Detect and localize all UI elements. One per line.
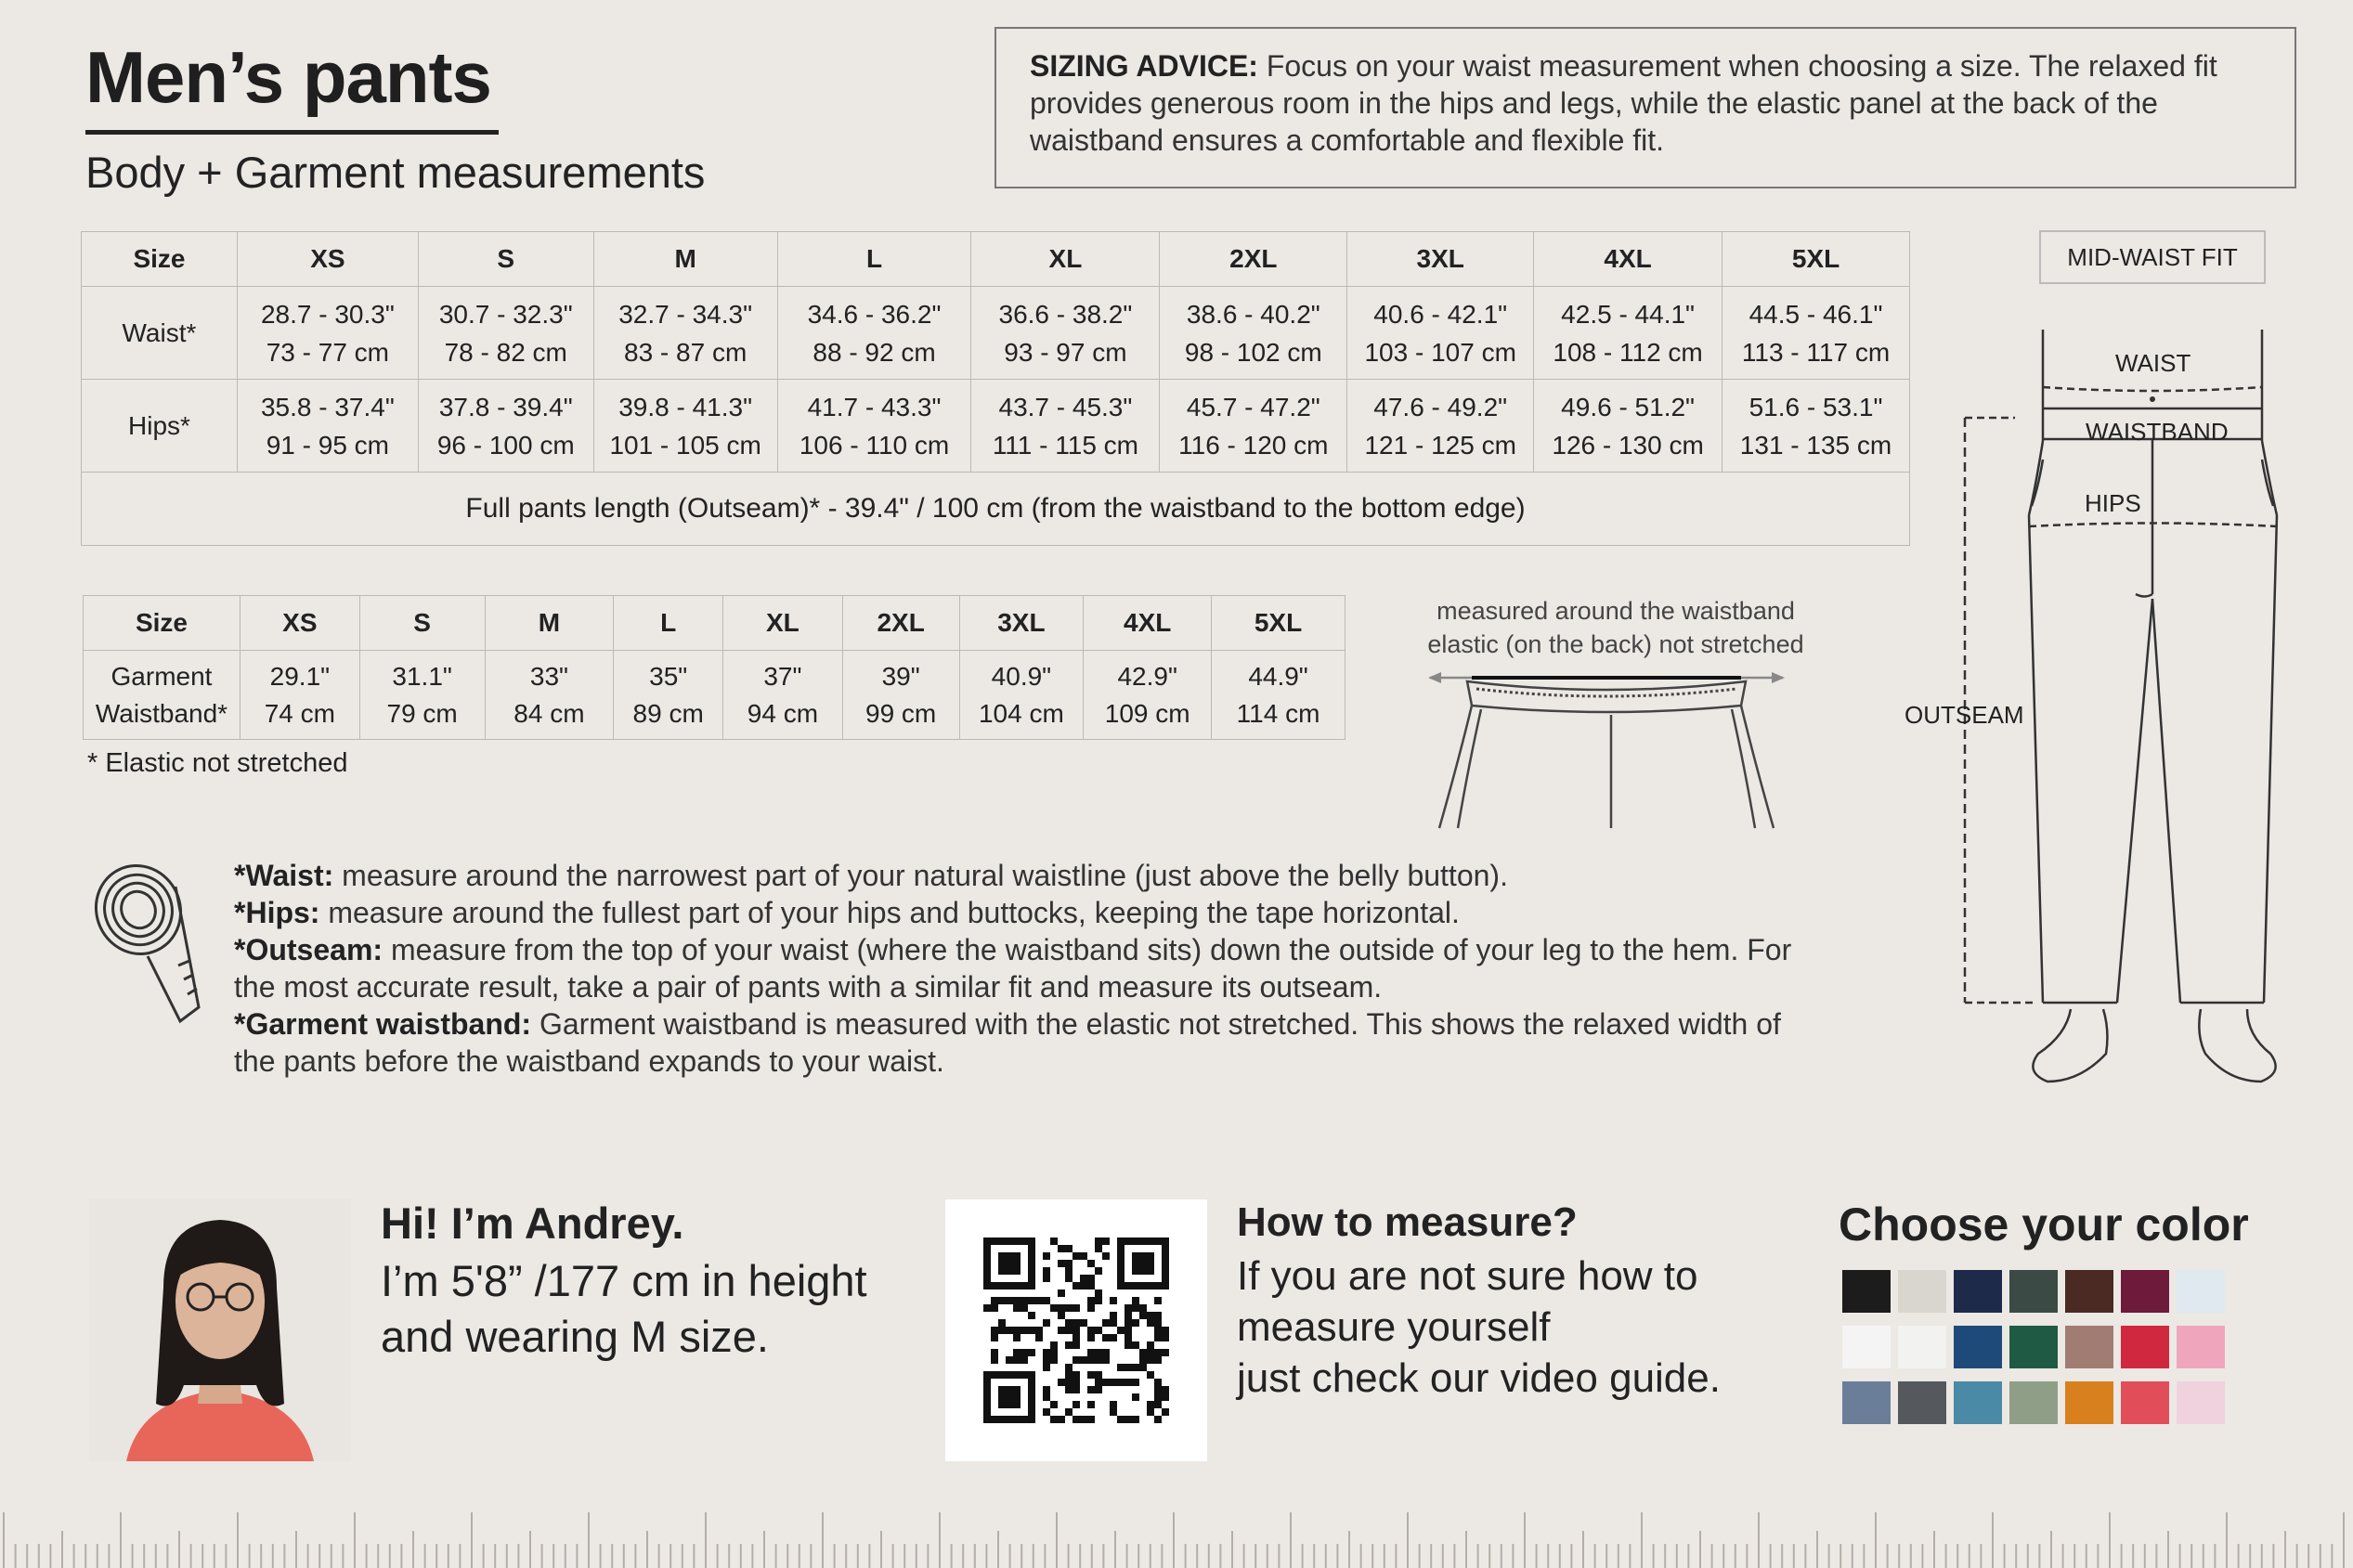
ruler-decoration [0,1490,2353,1568]
table-cell [1084,651,1212,740]
value-inches: 30.7 - 32.3" [438,299,573,329]
waistband-label: WAISTBAND [2086,418,2229,446]
table-cell [777,380,971,473]
color-swatch[interactable] [1898,1326,1946,1368]
footnote: * Elastic not stretched [87,748,348,778]
model-size: and wearing M size. [381,1312,769,1361]
value-cm: 94 cm [747,698,819,728]
note-waist [234,857,1794,894]
value-inches: 36.6 - 38.2" [998,299,1133,329]
table-header-row [82,232,1910,287]
note-term: *Garment waistband: [234,1007,532,1041]
color-swatch[interactable] [2009,1270,2058,1313]
note-text: measure around the fullest part of your hips and buttocks, keeping the tape horizontal. [319,896,1460,929]
color-swatch[interactable] [2065,1381,2113,1424]
table-cell [1534,380,1722,473]
size-header: 4XL [1084,596,1212,651]
value-cm: 131 - 135 cm [1739,430,1892,460]
value-cm: 91 - 95 cm [266,430,389,460]
value-inches: 37.8 - 39.4" [438,392,573,421]
table-cell [359,651,485,740]
value-cm: 113 - 117 cm [1741,337,1891,367]
qr-code[interactable] [945,1199,1207,1461]
qr-code-icon[interactable] [945,1199,1207,1461]
value-cm: 109 cm [1104,698,1190,728]
color-swatch[interactable] [1898,1270,1946,1313]
table-cell [614,651,723,740]
size-header: M [485,596,614,651]
note-text: measure from the top of your waist (where the waistband sits) down the outside of your leg to the hem. For the most accurate result, take a pair of pants with a similar fit and measure its outseam. [234,933,1792,1004]
value-cm: 79 cm [386,698,458,728]
table-cell [971,287,1160,380]
garment-waistband-table [83,595,1346,740]
note-term: *Outseam: [234,933,384,966]
value-cm: 84 cm [514,698,585,728]
color-swatch[interactable] [2177,1270,2225,1313]
note-outseam [234,931,1794,1005]
table-cell [237,287,418,380]
row-label [84,651,240,740]
value-cm: 104 cm [978,698,1064,728]
body-measurements-table [81,231,1910,546]
caption-line: measured around the waistband [1436,597,1795,625]
size-header: 4XL [1534,232,1722,287]
table-cell [1347,380,1534,473]
table-cell [959,651,1084,740]
color-swatch[interactable] [2121,1381,2169,1424]
value-inches: 44.9" [1248,661,1308,691]
value-cm: 99 cm [865,698,937,728]
page-title: Men’s pants [85,36,491,118]
color-swatch[interactable] [2177,1381,2225,1424]
caption-line: elastic (on the back) not stretched [1427,630,1804,658]
size-header: XL [723,596,843,651]
value-cm: 108 - 112 cm [1553,337,1703,367]
value-inches: 45.7 - 47.2" [1186,392,1320,421]
color-swatch[interactable] [2177,1326,2225,1368]
value-inches: 31.1" [392,661,452,691]
table-row [82,380,1910,473]
tape-measure-icon [87,859,213,1035]
value-inches: 43.7 - 45.3" [998,392,1133,421]
color-swatch[interactable] [2065,1326,2113,1368]
size-header: 3XL [1347,232,1534,287]
value-inches: 35.8 - 37.4" [260,392,395,421]
table-row [82,473,1910,546]
size-header: XS [237,232,418,287]
color-swatch[interactable] [1842,1326,1891,1368]
size-header: S [418,232,593,287]
table-cell [593,380,777,473]
size-header: L [777,232,971,287]
size-header: 2XL [1160,232,1347,287]
color-swatch[interactable] [2009,1381,2058,1424]
value-cm: 74 cm [264,698,335,728]
value-inches: 41.7 - 43.3" [807,392,942,421]
table-cell [1722,287,1910,380]
note-hips [234,894,1794,931]
value-inches: 33" [529,661,568,691]
value-cm: 98 - 102 cm [1184,337,1322,367]
model-height: I’m 5'8” /177 cm in height [381,1256,867,1305]
table-cell [418,380,593,473]
how-to-line: measure yourself [1237,1304,1551,1350]
value-cm: 106 - 110 cm [799,430,950,460]
size-header: M [593,232,777,287]
value-inches: 40.6 - 42.1" [1373,299,1508,329]
value-inches: 39" [881,661,920,691]
value-inches: 39.8 - 41.3" [618,392,753,421]
table-cell [723,651,843,740]
size-header: 3XL [959,596,1084,651]
value-inches: 37" [763,661,802,691]
table-row [82,287,1910,380]
table-cell [485,651,614,740]
value-cm: 114 cm [1236,698,1320,728]
outseam-label: OUTSEAM [1904,701,2024,729]
value-inches: 34.6 - 36.2" [807,299,942,329]
waistband-caption [1393,594,1839,661]
size-header: XS [240,596,359,651]
value-cm: 83 - 87 cm [624,337,748,367]
row-label: Hips* [82,380,238,473]
note-term: *Hips: [234,896,320,929]
model-photo [89,1199,351,1461]
table-cell [1347,287,1534,380]
note-term: *Waist: [234,859,334,892]
table-cell [971,380,1160,473]
value-cm: 96 - 100 cm [436,430,575,460]
value-inches: 38.6 - 40.2" [1186,299,1320,329]
value-cm: 73 - 77 cm [266,337,389,367]
measurement-notes [234,857,1794,1080]
table-cell [240,651,359,740]
size-header: 5XL [1722,232,1910,287]
color-swatch[interactable] [1842,1381,1891,1424]
table-header-row [84,596,1346,651]
size-header: 2XL [842,596,959,651]
table-cell [1160,287,1347,380]
color-swatch[interactable] [2065,1270,2113,1313]
color-swatch[interactable] [1954,1381,2002,1424]
color-swatch[interactable] [1954,1326,2002,1368]
value-cm: 111 - 115 cm [992,430,1138,460]
waistband-illustration [1421,661,1811,833]
value-inches: 51.6 - 53.1" [1748,392,1883,421]
full-length-note: Full pants length (Outseam)* - 39.4" / 100 cm (from the waistband to the bottom edge) [82,473,1910,546]
note-garment-waistband [234,1005,1794,1080]
value-cm: 126 - 130 cm [1552,430,1704,460]
how-to-measure-title: How to measure? [1237,1199,1578,1245]
value-cm: 93 - 97 cm [1004,337,1127,367]
value-inches: 44.5 - 46.1" [1748,299,1883,329]
size-header: Size [84,596,240,651]
color-swatch[interactable] [1898,1381,1946,1424]
waist-label: WAIST [2115,349,2191,377]
value-cm: 101 - 105 cm [609,430,761,460]
value-inches: 28.7 - 30.3" [260,299,395,329]
value-cm: 116 - 120 cm [1178,430,1329,460]
hips-label: HIPS [2085,489,2141,517]
table-cell [1160,380,1347,473]
how-to-line: If you are not sure how to [1237,1253,1698,1299]
table-cell [1722,380,1910,473]
color-title: Choose your color [1839,1199,2249,1251]
value-cm: 89 cm [632,698,704,728]
value-inches: 49.6 - 51.2" [1561,392,1695,421]
size-header: Size [82,232,238,287]
row-label-line: Garment [110,661,213,691]
color-swatch[interactable] [1842,1270,1891,1313]
value-cm: 88 - 92 cm [812,337,936,367]
size-header: L [614,596,723,651]
value-cm: 78 - 82 cm [444,337,567,367]
value-inches: 35" [649,661,688,691]
title-underline [85,130,499,135]
value-inches: 47.6 - 49.2" [1373,392,1508,421]
model-greeting: Hi! I’m Andrey. [381,1199,684,1248]
color-swatch[interactable] [2121,1326,2169,1368]
advice-label: SIZING ADVICE: [1030,49,1258,83]
size-header: 5XL [1212,596,1346,651]
advice-text: Focus on your waist measurement when choosing a size. The relaxed fit provides generous room in the hips and legs, while the elastic panel at the back of the waistband ensures a comfortable and flexible fit. [1030,49,2217,157]
note-text: measure around the narrowest part of your natural waistline (just above the belly button). [333,859,1508,892]
how-to-line: just check our video guide. [1237,1355,1721,1401]
value-inches: 40.9" [991,661,1052,691]
table-cell [1534,287,1722,380]
color-swatch[interactable] [1954,1270,2002,1313]
page-subtitle: Body + Garment measurements [85,148,706,197]
color-swatch[interactable] [2121,1270,2169,1313]
table-cell [237,380,418,473]
fit-label: MID-WAIST FIT [2039,230,2266,284]
value-inches: 29.1" [269,661,331,691]
row-label-line: Waistband* [95,698,228,728]
table-cell [777,287,971,380]
table-cell [418,287,593,380]
color-swatch[interactable] [2009,1326,2058,1368]
table-cell [593,287,777,380]
value-cm: 103 - 107 cm [1364,337,1516,367]
size-header: XL [971,232,1160,287]
value-inches: 32.7 - 34.3" [618,299,753,329]
value-inches: 42.9" [1117,661,1177,691]
table-cell [1212,651,1346,740]
value-cm: 121 - 125 cm [1364,430,1516,460]
color-swatch-grid [1842,1270,2232,1437]
size-header: S [359,596,485,651]
row-label: Waist* [82,287,238,380]
sizing-advice-box [994,27,2296,188]
value-inches: 42.5 - 44.1" [1561,299,1695,329]
table-cell [842,651,959,740]
table-row [84,651,1346,740]
note-text: Garment waistband is measured with the elastic not stretched. This shows the relaxed width of the pants before the waistband expands to your waist. [234,1007,1781,1078]
